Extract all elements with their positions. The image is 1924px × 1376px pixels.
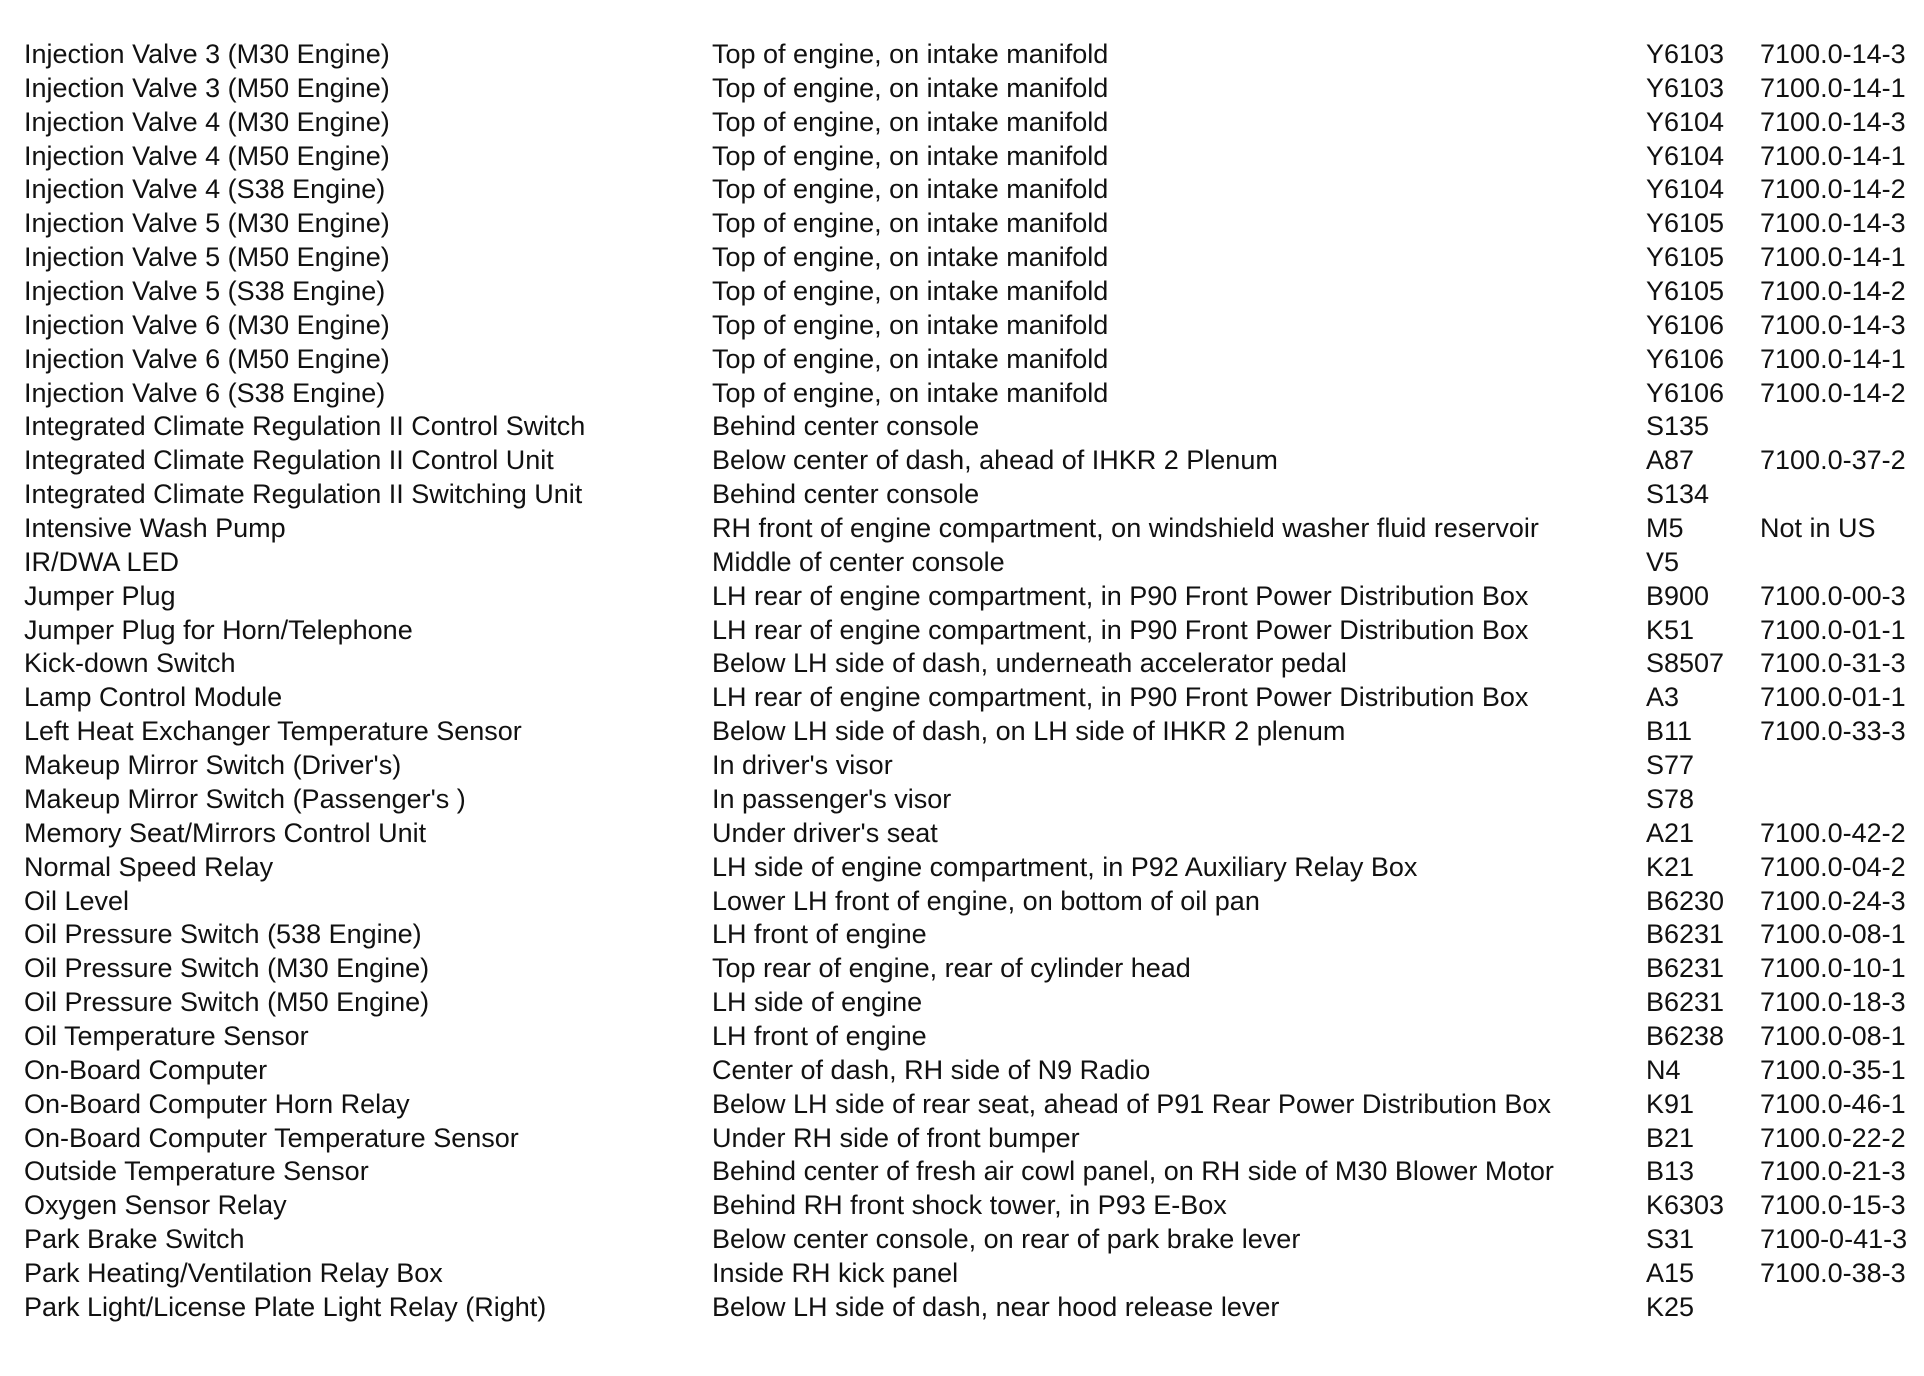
component-location: Top of engine, on intake manifold: [712, 310, 1109, 340]
component-name: Intensive Wash Pump: [24, 513, 286, 543]
component-location: In passenger's visor: [712, 784, 952, 814]
component-code: Y6104: [1646, 141, 1725, 171]
component-code: B11: [1646, 716, 1693, 746]
component-name: Oil Pressure Switch (538 Engine): [24, 919, 422, 949]
component-code: S77: [1646, 750, 1695, 780]
reference-number: 7100.0-01-1: [1760, 682, 1906, 712]
component-name: Park Heating/Ventilation Relay Box: [24, 1258, 443, 1288]
component-code: A87: [1646, 445, 1695, 475]
table-row: [0, 816, 1924, 850]
component-location: LH rear of engine compartment, in P90 Front Power Distribution Box: [712, 682, 1529, 712]
component-code: K6303: [1646, 1190, 1725, 1220]
table-row: [0, 1087, 1924, 1121]
component-location: Below LH side of dash, on LH side of IHKR 2 plenum: [712, 716, 1346, 746]
component-code: Y6105: [1646, 276, 1725, 306]
reference-number: 7100.0-31-3: [1760, 648, 1906, 678]
reference-number: 7100.0-14-2: [1760, 276, 1906, 306]
reference-number: 7100.0-33-3: [1760, 716, 1906, 746]
table-row: [0, 477, 1924, 511]
reference-number: 7100.0-14-3: [1760, 310, 1906, 340]
reference-number: 7100-0-41-3: [1760, 1224, 1908, 1254]
component-code: Y6104: [1646, 107, 1725, 137]
component-location: LH front of engine: [712, 919, 927, 949]
reference-number: 7100.0-08-1: [1760, 919, 1906, 949]
table-row: [0, 409, 1924, 443]
reference-number: 7100.0-15-3: [1760, 1190, 1906, 1220]
table-row: [0, 240, 1924, 274]
component-location: Lower LH front of engine, on bottom of oil pan: [712, 886, 1260, 916]
component-location: Top of engine, on intake manifold: [712, 107, 1109, 137]
component-location: RH front of engine compartment, on windshield washer fluid reservoir: [712, 513, 1539, 543]
component-location: Top of engine, on intake manifold: [712, 378, 1109, 408]
component-location: Behind RH front shock tower, in P93 E-Box: [712, 1190, 1227, 1220]
reference-number: 7100.0-14-3: [1760, 208, 1906, 238]
component-code: Y6103: [1646, 39, 1725, 69]
component-code: B6231: [1646, 987, 1725, 1017]
component-name: Lamp Control Module: [24, 682, 283, 712]
component-code: S134: [1646, 479, 1710, 509]
component-code: A21: [1646, 818, 1695, 848]
component-location: Under driver's seat: [712, 818, 938, 848]
component-code: B900: [1646, 581, 1710, 611]
component-code: B21: [1646, 1123, 1695, 1153]
table-row: [0, 782, 1924, 816]
component-name: Injection Valve 5 (M50 Engine): [24, 242, 390, 272]
reference-number: 7100.0-14-2: [1760, 174, 1906, 204]
table-row: [0, 1053, 1924, 1087]
component-code: K91: [1646, 1089, 1695, 1119]
component-code: Y6105: [1646, 242, 1725, 272]
component-code: B6231: [1646, 919, 1725, 949]
component-code: Y6106: [1646, 310, 1725, 340]
table-row: [0, 613, 1924, 647]
component-name: Integrated Climate Regulation II Control Unit: [24, 445, 554, 475]
table-row: [0, 274, 1924, 308]
component-location: Top of engine, on intake manifold: [712, 208, 1109, 238]
component-location: Top of engine, on intake manifold: [712, 39, 1109, 69]
component-name: Integrated Climate Regulation II Switching Unit: [24, 479, 583, 509]
reference-number: 7100.0-14-1: [1760, 344, 1906, 374]
reference-number: 7100.0-04-2: [1760, 852, 1906, 882]
table-row: [0, 342, 1924, 376]
component-name: Outside Temperature Sensor: [24, 1156, 369, 1186]
component-location: Top rear of engine, rear of cylinder head: [712, 953, 1191, 983]
table-row: [0, 1154, 1924, 1188]
component-code: N4: [1646, 1055, 1681, 1085]
reference-number: 7100.0-21-3: [1760, 1156, 1906, 1186]
component-location: Top of engine, on intake manifold: [712, 276, 1109, 306]
table-row: [0, 511, 1924, 545]
table-row: [0, 985, 1924, 1019]
component-name: Injection Valve 5 (S38 Engine): [24, 276, 386, 306]
reference-number: 7100.0-14-1: [1760, 141, 1906, 171]
table-row: [0, 308, 1924, 342]
table-row: [0, 850, 1924, 884]
reference-number: 7100.0-10-1: [1760, 953, 1906, 983]
table-row: [0, 206, 1924, 240]
reference-number: 7100.0-38-3: [1760, 1258, 1906, 1288]
reference-number: 7100.0-08-1: [1760, 1021, 1906, 1051]
component-code: B6231: [1646, 953, 1725, 983]
component-name: Injection Valve 5 (M30 Engine): [24, 208, 390, 238]
component-code: B6238: [1646, 1021, 1725, 1051]
component-location: Below LH side of rear seat, ahead of P91 Rear Power Distribution Box: [712, 1089, 1551, 1119]
component-name: Memory Seat/Mirrors Control Unit: [24, 818, 427, 848]
component-name: Jumper Plug: [24, 581, 176, 611]
table-row: [0, 1256, 1924, 1290]
component-code: Y6105: [1646, 208, 1725, 238]
component-code: Y6103: [1646, 73, 1725, 103]
component-location: LH side of engine compartment, in P92 Auxiliary Relay Box: [712, 852, 1418, 882]
table-row: [0, 714, 1924, 748]
component-name: On-Board Computer Horn Relay: [24, 1089, 410, 1119]
component-name: Injection Valve 6 (M50 Engine): [24, 344, 390, 374]
component-location: Below LH side of dash, near hood release lever: [712, 1292, 1280, 1322]
component-code: A15: [1646, 1258, 1695, 1288]
component-code: B6230: [1646, 886, 1725, 916]
table-row: [0, 1188, 1924, 1222]
table-row: [0, 443, 1924, 477]
component-name: Jumper Plug for Horn/Telephone: [24, 615, 413, 645]
component-location: Middle of center console: [712, 547, 1005, 577]
component-location: Top of engine, on intake manifold: [712, 344, 1109, 374]
component-name: On-Board Computer: [24, 1055, 268, 1085]
component-code: S78: [1646, 784, 1695, 814]
component-code: Y6106: [1646, 344, 1725, 374]
component-code: S31: [1646, 1224, 1695, 1254]
reference-number: 7100.0-14-2: [1760, 378, 1906, 408]
reference-number: 7100.0-14-3: [1760, 39, 1906, 69]
component-location: Under RH side of front bumper: [712, 1123, 1080, 1153]
reference-number: 7100.0-14-1: [1760, 242, 1906, 272]
table-row: [0, 1290, 1924, 1324]
component-name: On-Board Computer Temperature Sensor: [24, 1123, 519, 1153]
component-location: In driver's visor: [712, 750, 893, 780]
component-code: M5: [1646, 513, 1684, 543]
component-name: IR/DWA LED: [24, 547, 180, 577]
table-row: [0, 680, 1924, 714]
component-name: Oxygen Sensor Relay: [24, 1190, 287, 1220]
component-name: Makeup Mirror Switch (Passenger's ): [24, 784, 466, 814]
table-row: [0, 884, 1924, 918]
reference-number: 7100.0-22-2: [1760, 1123, 1906, 1153]
table-row: [0, 172, 1924, 206]
component-name: Integrated Climate Regulation II Control Switch: [24, 411, 586, 441]
table-row: [0, 139, 1924, 173]
component-code: S135: [1646, 411, 1710, 441]
component-location: LH rear of engine compartment, in P90 Front Power Distribution Box: [712, 615, 1529, 645]
component-location: LH side of engine: [712, 987, 923, 1017]
component-name: Oil Level: [24, 886, 130, 916]
component-code: Y6106: [1646, 378, 1725, 408]
table-row: [0, 37, 1924, 71]
component-code: K51: [1646, 615, 1695, 645]
component-location: LH front of engine: [712, 1021, 927, 1051]
reference-number: 7100.0-18-3: [1760, 987, 1906, 1017]
component-name: Park Light/License Plate Light Relay (Right): [24, 1292, 547, 1322]
component-name: Injection Valve 6 (S38 Engine): [24, 378, 386, 408]
component-location: Inside RH kick panel: [712, 1258, 959, 1288]
table-row: [0, 376, 1924, 410]
reference-number: 7100.0-46-1: [1760, 1089, 1906, 1119]
component-name: Kick-down Switch: [24, 648, 236, 678]
reference-number: 7100.0-00-3: [1760, 581, 1906, 611]
component-name: Injection Valve 3 (M30 Engine): [24, 39, 390, 69]
component-location: Behind center of fresh air cowl panel, on RH side of M30 Blower Motor: [712, 1156, 1554, 1186]
reference-number: 7100.0-24-3: [1760, 886, 1906, 916]
component-name: Park Brake Switch: [24, 1224, 245, 1254]
table-row: [0, 1222, 1924, 1256]
component-name: Injection Valve 4 (M30 Engine): [24, 107, 390, 137]
reference-number: 7100.0-14-3: [1760, 107, 1906, 137]
table-row: [0, 579, 1924, 613]
reference-number: 7100.0-37-2: [1760, 445, 1906, 475]
component-name: Makeup Mirror Switch (Driver's): [24, 750, 402, 780]
component-location: Center of dash, RH side of N9 Radio: [712, 1055, 1151, 1085]
table-row: [0, 646, 1924, 680]
component-location: Below center console, on rear of park brake lever: [712, 1224, 1301, 1254]
table-row: [0, 1121, 1924, 1155]
component-name: Injection Valve 4 (S38 Engine): [24, 174, 386, 204]
component-location: Behind center console: [712, 479, 980, 509]
component-location: Top of engine, on intake manifold: [712, 73, 1109, 103]
reference-number: 7100.0-01-1: [1760, 615, 1906, 645]
component-code: Y6104: [1646, 174, 1725, 204]
component-code: K21: [1646, 852, 1695, 882]
component-name: Oil Temperature Sensor: [24, 1021, 309, 1051]
table-row: [0, 917, 1924, 951]
component-code: K25: [1646, 1292, 1695, 1322]
table-row: [0, 105, 1924, 139]
component-code: A3: [1646, 682, 1680, 712]
component-name: Oil Pressure Switch (M50 Engine): [24, 987, 430, 1017]
component-name: Oil Pressure Switch (M30 Engine): [24, 953, 430, 983]
component-code: S8507: [1646, 648, 1725, 678]
component-location: Below LH side of dash, underneath accelerator pedal: [712, 648, 1347, 678]
table-row: [0, 71, 1924, 105]
table-row: [0, 1019, 1924, 1053]
reference-number: Not in US: [1760, 513, 1876, 543]
component-name: Injection Valve 6 (M30 Engine): [24, 310, 390, 340]
component-code: V5: [1646, 547, 1680, 577]
table-row: [0, 748, 1924, 782]
reference-number: 7100.0-42-2: [1760, 818, 1906, 848]
table-row: [0, 951, 1924, 985]
component-name: Injection Valve 3 (M50 Engine): [24, 73, 390, 103]
table-row: [0, 545, 1924, 579]
component-location: Top of engine, on intake manifold: [712, 141, 1109, 171]
component-location: Top of engine, on intake manifold: [712, 174, 1109, 204]
component-code: B13: [1646, 1156, 1695, 1186]
component-name: Injection Valve 4 (M50 Engine): [24, 141, 390, 171]
reference-number: 7100.0-35-1: [1760, 1055, 1906, 1085]
reference-number: 7100.0-14-1: [1760, 73, 1906, 103]
component-location: Below center of dash, ahead of IHKR 2 Plenum: [712, 445, 1278, 475]
component-location: Top of engine, on intake manifold: [712, 242, 1109, 272]
component-location: LH rear of engine compartment, in P90 Front Power Distribution Box: [712, 581, 1529, 611]
component-location: Behind center console: [712, 411, 980, 441]
component-name: Left Heat Exchanger Temperature Sensor: [24, 716, 522, 746]
component-name: Normal Speed Relay: [24, 852, 274, 882]
